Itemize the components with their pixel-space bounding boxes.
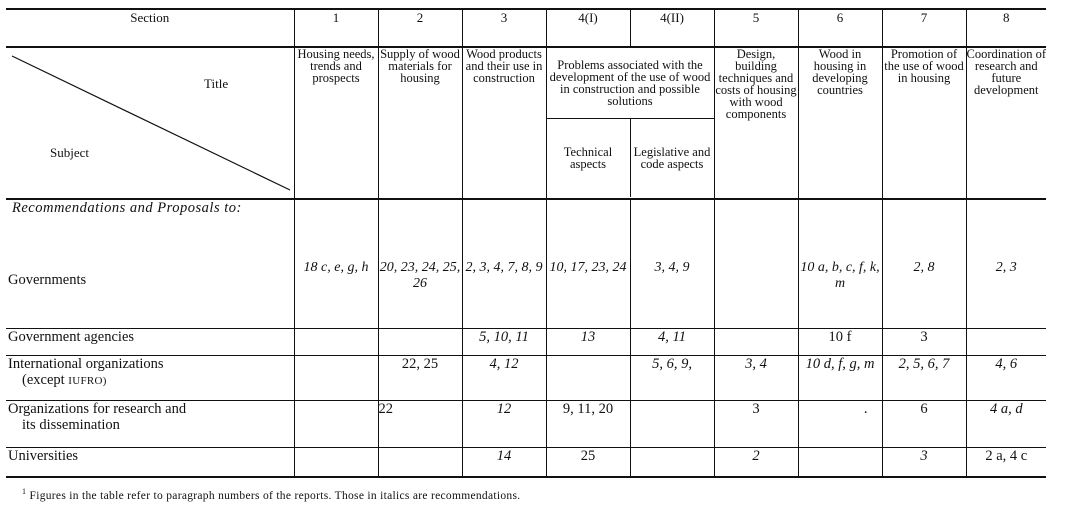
table-cell-text: 10 d, f, g, m: [805, 356, 875, 372]
title-header-row: [6, 47, 1046, 199]
section-number: 8: [966, 9, 1046, 47]
table-cell: [294, 329, 378, 356]
row-subject-line: International organizations: [8, 356, 164, 372]
section-title: Wood in housing in developing countries: [798, 47, 882, 199]
diagonal-divider: [6, 48, 294, 198]
row-subject: Government agencies: [6, 329, 294, 356]
table-cell: [294, 356, 378, 401]
table-cell: 4, 12: [462, 356, 546, 401]
row-subject-line: its dissemination: [22, 417, 120, 433]
footnote-marker: 1: [22, 487, 27, 496]
section-number: 3: [462, 9, 546, 47]
table-cell: 22: [378, 401, 462, 448]
section-4-group: [546, 47, 714, 199]
table-cell: 6: [882, 401, 966, 448]
table-cell: 5, 6, 9,: [630, 356, 714, 401]
section-label: Section: [6, 9, 294, 47]
table-cell: 3: [882, 448, 966, 478]
table-cell: [714, 329, 798, 356]
section-title: Housing needs, trends and prospects: [294, 47, 378, 199]
row-subject-line: [8, 372, 294, 389]
table-cell: 2, 3, 4, 7, 8, 9: [462, 260, 546, 329]
table-cell: [966, 329, 1046, 356]
table-cell: 2, 8: [882, 260, 966, 329]
row-subject-abbr: IUFRO): [68, 375, 107, 387]
section-number: 1: [294, 9, 378, 47]
table-row: [6, 260, 1046, 329]
section-number: 7: [882, 9, 966, 47]
table-cell: 18 c, e, g, h: [294, 260, 378, 329]
row-subject-line: Organizations for research and: [8, 401, 187, 417]
row-subject: [6, 401, 294, 448]
table-cell: 10 f: [798, 329, 882, 356]
recommendations-table: [6, 8, 1046, 478]
table-cell: 2, 5, 6, 7: [882, 356, 966, 401]
section-number: 4(II): [630, 9, 714, 47]
title-label: Title: [204, 76, 229, 91]
section-number: 2: [378, 9, 462, 47]
table-cell: 4, 6: [966, 356, 1046, 401]
table-cell: [630, 448, 714, 478]
table-cell: 14: [462, 448, 546, 478]
section-title: Coordination of research and future development: [966, 47, 1046, 199]
recommendations-heading-row: [6, 199, 1046, 260]
table-cell: [294, 448, 378, 478]
table-cell: 4, 11: [630, 329, 714, 356]
table-cell: [714, 260, 798, 329]
footnote: [22, 487, 520, 502]
table-cell: 10, 17, 23, 24: [546, 260, 630, 329]
table-cell: [294, 401, 378, 448]
table-cell: 2: [714, 448, 798, 478]
section-title: Supply of wood materials for housing: [378, 47, 462, 199]
section-title: Design, building techniques and costs of housing with wood components: [714, 47, 798, 199]
table-cell: 12: [462, 401, 546, 448]
table-row: [6, 401, 1046, 448]
table-cell: [378, 448, 462, 478]
section-title: Technical aspects: [563, 145, 613, 171]
table-cell: 2 a, 4 c: [966, 448, 1046, 478]
table-cell: [798, 448, 882, 478]
table-cell: .: [798, 401, 882, 448]
row-subject: Governments: [8, 272, 87, 288]
table-row: [6, 329, 1046, 356]
recommendations-heading: Recommendations and Proposals to:: [12, 200, 242, 216]
table-cell: 9, 11, 20: [546, 401, 630, 448]
table-cell: [798, 356, 882, 401]
table-cell: [378, 329, 462, 356]
section-title: Wood products and their use in construction: [462, 47, 546, 199]
table-cell: [546, 356, 630, 401]
table-cell: [630, 401, 714, 448]
table-cell: 2, 3: [966, 260, 1046, 329]
subject-label: Subject: [50, 145, 89, 160]
section-title: Problems associated with the development of the use of wood in construction and possible solutions: [547, 48, 714, 119]
row-subject: [6, 356, 294, 401]
table-cell: 22, 25: [378, 356, 462, 401]
title-subject-corner: [6, 47, 294, 199]
table-cell: 3, 4, 9: [630, 260, 714, 329]
footnote-text: Figures in the table refer to paragraph numbers of the reports. Those in italics are recommendations.: [29, 489, 521, 502]
table-cell: 20, 23, 24, 25, 26: [378, 260, 462, 329]
table-cell: 10 a, b, c, f, k, m: [798, 260, 882, 329]
table-cell: 4 a, d: [966, 401, 1046, 448]
table-cell: 13: [546, 329, 630, 356]
row-subject-prefix: (except: [22, 372, 65, 388]
table-cell: 5, 10, 11: [462, 329, 546, 356]
table-cell: 3: [714, 401, 798, 448]
section-number: 6: [798, 9, 882, 47]
section-title: Legislative and code aspects: [630, 119, 714, 197]
table-row: [6, 448, 1046, 478]
table-row: [6, 356, 1046, 401]
section-number: 5: [714, 9, 798, 47]
section-title: Promotion of the use of wood in housing: [882, 47, 966, 199]
row-subject: Universities: [6, 448, 294, 478]
table-cell: 3: [882, 329, 966, 356]
section-header-row: [6, 9, 1046, 47]
section-number: 4(I): [546, 9, 630, 47]
table-cell: 25: [546, 448, 630, 478]
table-cell: 3, 4: [714, 356, 798, 401]
